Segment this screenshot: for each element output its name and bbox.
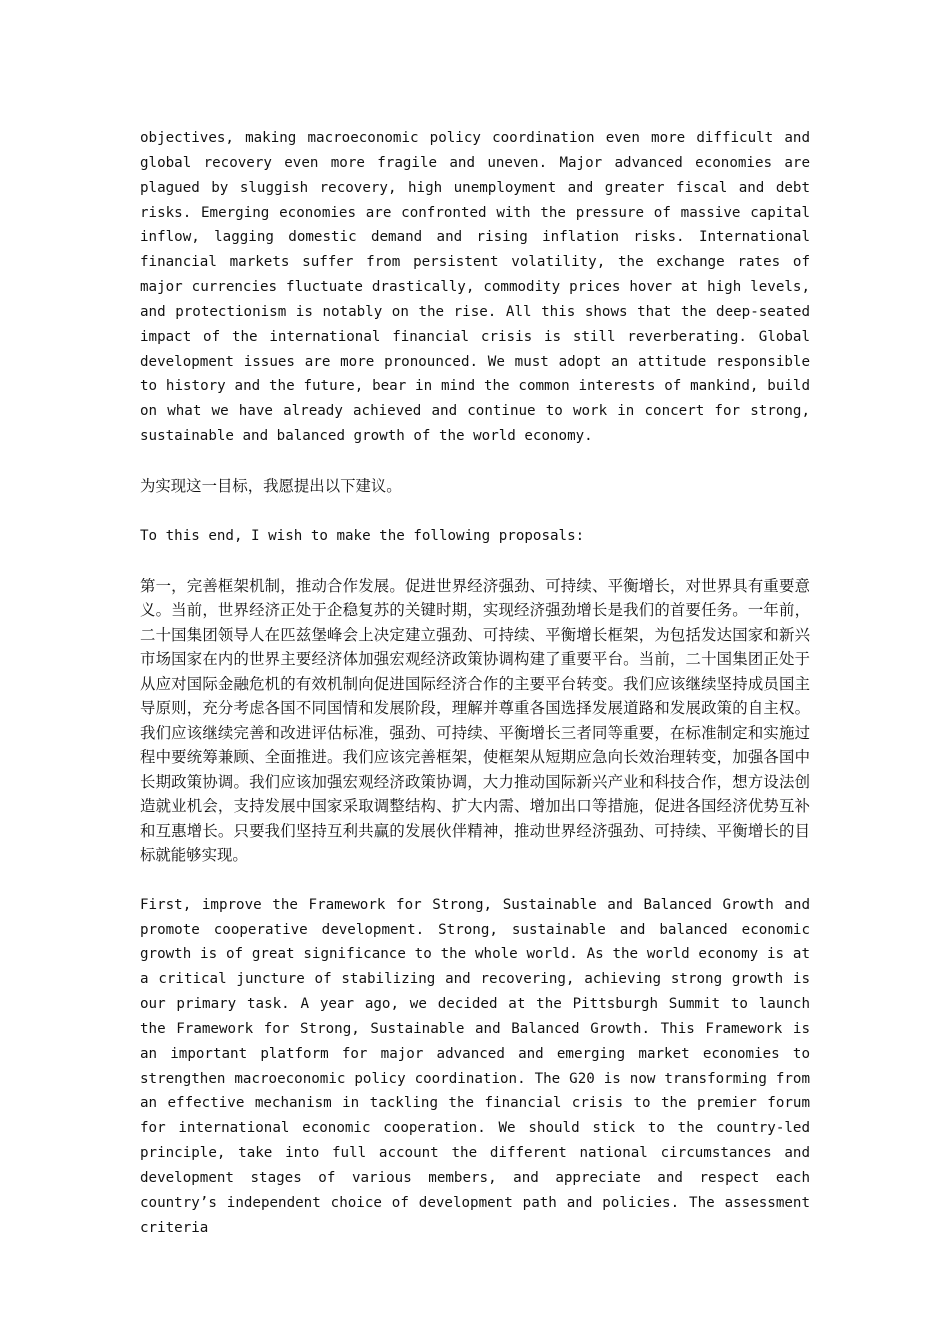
document-page — [140, 126, 810, 1265]
paragraph-first-proposal-en: First, improve the Framework for Strong, Sustainable and Balanced Growth and promote cooperative development. Strong, sustainable and balanced economic growth is of great significance to the whole world. As the world economy is at a critical juncture of stabilizing and recovering, achieving strong growth is our primary task. A year ago, we decided at the Pittsburgh Summit to launch the Framework for Strong, Sustainable and Balanced Growth. This Framework is an important platform for major advanced and emerging market economies to strengthen macroeconomic policy coordination. The G20 is now transforming from an effective mechanism in tackling the financial crisis to the premier forum for international economic cooperation. We should stick to the country-led principle, take into full account the different national circumstances and development stages of various members, and appreciate and respect each country’s independent choice of development path and policies. The assessment criteria — [140, 896, 810, 1236]
paragraph-proposal-intro-en: To this end, I wish to make the following proposals: — [140, 527, 585, 544]
paragraph-first-proposal-zh: 第一，完善框架机制，推动合作发展。促进世界经济强劲、可持续、平衡增长，对世界具有重要意义。当前，世界经济正处于企稳复苏的关键时期，实现经济强劲增长是我们的首要任务。一年前，二十国集团领导人在匹兹堡峰会上决定建立强劲、可持续、平衡增长框架，为包括发达国家和新兴市场国家在内的世界主要经济体加强宏观经济政策协调构建了重要平台。当前，二十国集团正处于从应对国际金融危机的有效机制向促进国际经济合作的主要平台转变。我们应该继续坚持成员国主导原则，充分考虑各国不同国情和发展阶段，理解并尊重各国选择发展道路和发展政策的自主权。我们应该继续完善和改进评估标准，强劲、可持续、平衡增长三者同等重要，在标准制定和实施过程中要统筹兼顾、全面推进。我们应该完善框架，使框架从短期应急向长效治理转变，加强各国中长期政策协调。我们应该加强宏观经济政策协调，大力推动国际新兴产业和科技合作，想方设法创造就业机会，支持发展中国家采取调整结构、扩大内需、增加出口等措施，促进各国经济优势互补和互惠增长。只要我们坚持互利共赢的发展伙伴精神，推动世界经济强劲、可持续、平衡增长的目标就能够实现。 — [140, 576, 810, 865]
paragraph-proposal-intro-zh: 为实现这一目标，我愿提出以下建议。 — [140, 476, 402, 495]
paragraph-economic-outlook: objectives, making macroeconomic policy coordination even more difficult and global recovery even more fragile and uneven. Major advanced economies are plagued by sluggish recovery, high unemployment and greater fiscal and debt risks. Emerging economies are confronted with the pressure of massive capital inflow, lagging domestic demand and rising inflation risks. International financial markets suffer from persistent volatility, the exchange rates of major currencies fluctuate drastically, commodity prices hover at high levels, and protectionism is notably on the rise. All this shows that the deep-seated impact of the international financial crisis is still reverberating. Global development issues are more pronounced. We must adopt an attitude responsible to history and the future, bear in mind the common interests of mankind, build on what we have already achieved and continue to work in concert for strong, sustainable and balanced growth of the world economy. — [140, 130, 810, 445]
